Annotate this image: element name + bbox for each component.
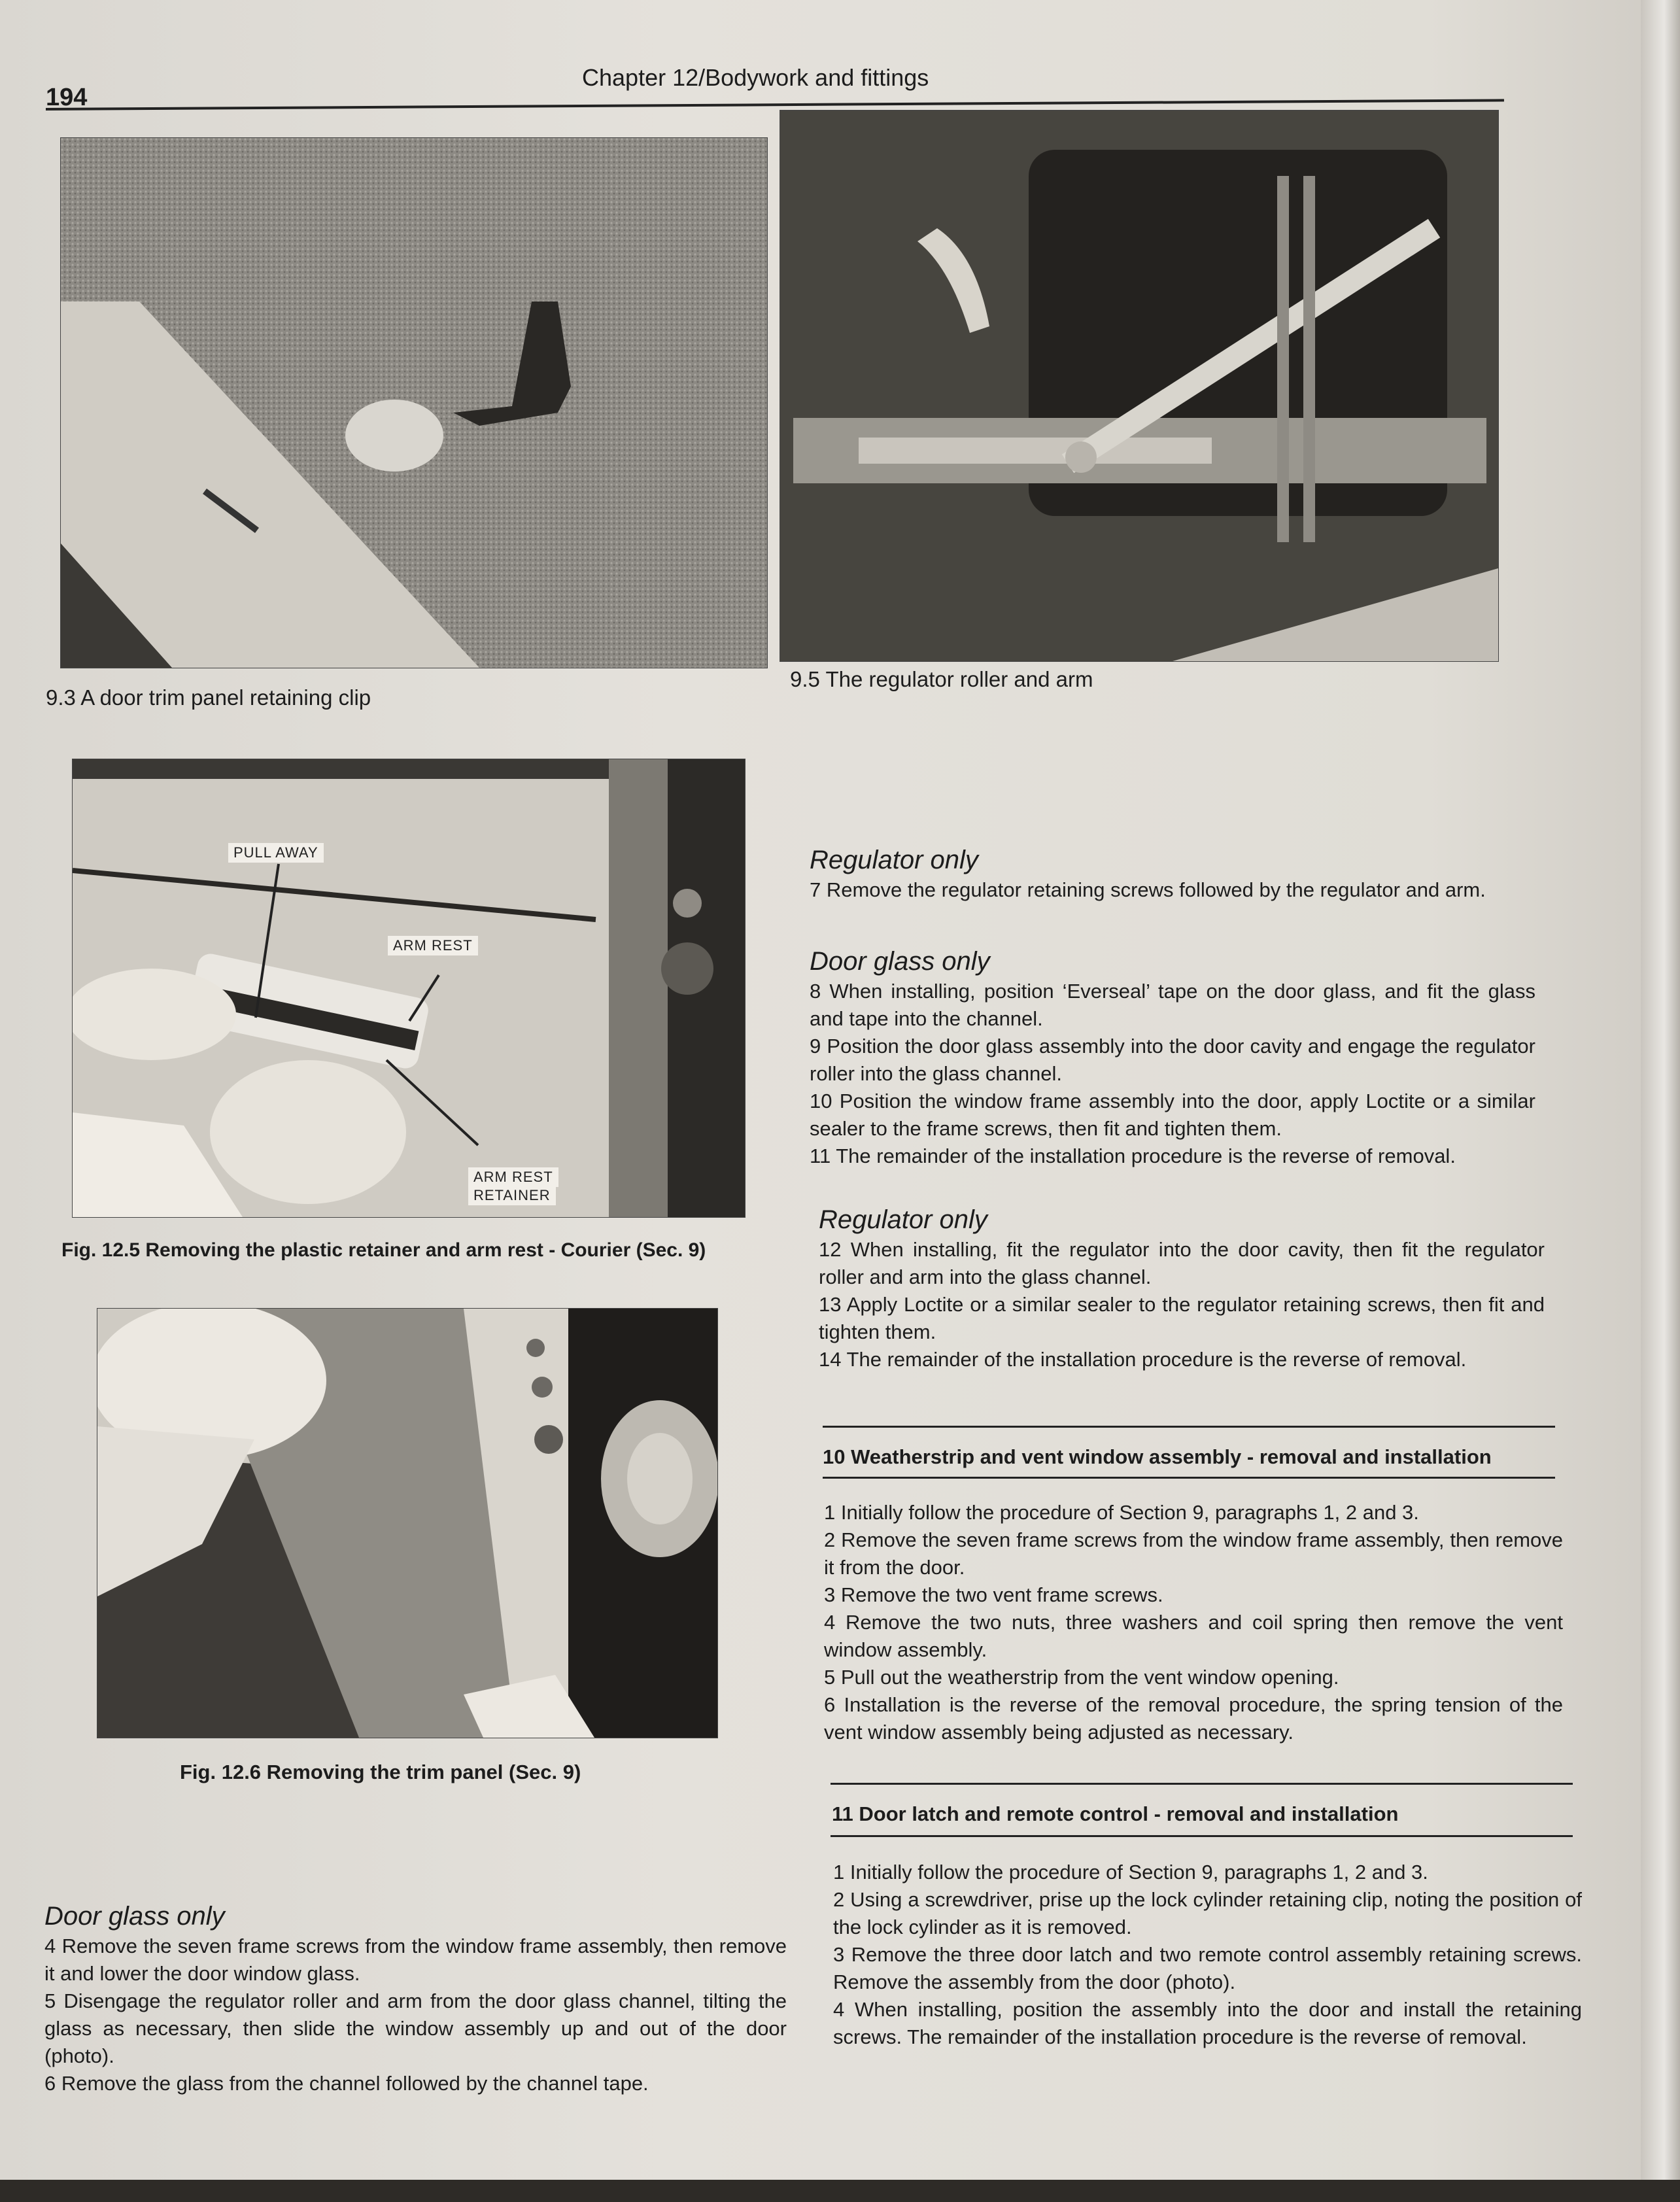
para-s10-1: 1 Initially follow the procedure of Section 9, paragraphs 1, 2 and 3.	[824, 1501, 1419, 1524]
arm-rest-removal-photo-icon	[73, 759, 745, 1217]
section-11-bottom-rule	[831, 1835, 1573, 1837]
section-10-title: 10 Weatherstrip and vent window assembly - removal and installation	[823, 1445, 1492, 1468]
right-column-block-1	[810, 844, 1529, 904]
section-10-top-rule	[823, 1426, 1555, 1428]
photo-9-5	[780, 110, 1499, 662]
heading-door-glass-only-left: Door glass only	[44, 1902, 225, 1931]
para-right-13: 13 Apply Loctite or a similar sealer to the regulator retaining screws, then fit and tighten them.	[819, 1293, 1545, 1343]
para-right-10: 10 Position the window frame assembly into the door, apply Loctite or a similar sealer to the frame screws, then fit and tighten them.	[810, 1090, 1535, 1140]
header-rule	[46, 99, 1504, 111]
para-left-6: 6 Remove the glass from the channel followed by the channel tape.	[44, 2072, 649, 2095]
para-s10-5: 5 Pull out the weatherstrip from the vent window opening.	[824, 1666, 1339, 1689]
heading-door-glass-only-right: Door glass only	[810, 947, 990, 976]
caption-9-3: 9.3 A door trim panel retaining clip	[46, 685, 371, 710]
running-head: Chapter 12/Bodywork and fittings	[582, 64, 929, 91]
caption-fig-12-6: Fig. 12.6 Removing the trim panel (Sec. 9)	[180, 1761, 581, 1783]
regulator-roller-photo-icon	[780, 111, 1498, 661]
para-right-7: 7 Remove the regulator retaining screws followed by the regulator and arm.	[810, 878, 1486, 901]
para-s10-2: 2 Remove the seven frame screws from the window frame assembly, then remove it from the door.	[824, 1528, 1563, 1579]
para-right-8: 8 When installing, position ‘Everseal’ tape on the door glass, and fit the glass and tape into the channel.	[810, 980, 1535, 1030]
para-right-9: 9 Position the door glass assembly into the door cavity and engage the regulator roller into the glass channel.	[810, 1035, 1535, 1085]
para-left-5: 5 Disengage the regulator roller and arm from the door glass channel, tilting the glass as necessary, then slide the window assembly up and out of the door (photo).	[44, 1989, 787, 2067]
callout-arm-rest-retainer-2: RETAINER	[468, 1186, 556, 1205]
section-10-text	[824, 1499, 1563, 1746]
callout-arm-rest-retainer-1: ARM REST	[468, 1167, 558, 1187]
photo-9-3	[60, 137, 768, 668]
para-s11-1: 1 Initially follow the procedure of Section 9, paragraphs 1, 2 and 3.	[833, 1861, 1428, 1884]
para-right-14: 14 The remainder of the installation procedure is the reverse of removal.	[819, 1348, 1467, 1371]
heading-regulator-only-1: Regulator only	[810, 846, 978, 874]
trim-panel-removal-photo-icon	[97, 1309, 717, 1738]
section-11-text	[833, 1859, 1582, 2051]
para-s10-6: 6 Installation is the reverse of the removal procedure, the spring tension of the vent window assembly being adjusted as necessary.	[824, 1693, 1563, 1744]
fig-12-5	[72, 759, 746, 1218]
para-s11-4: 4 When installing, position the assembly into the door and install the retaining screws. The remainder of the installation procedure is the reverse of removal.	[833, 1998, 1582, 2048]
door-trim-clip-photo-icon	[61, 138, 767, 668]
para-right-11: 11 The remainder of the installation procedure is the reverse of removal.	[810, 1144, 1456, 1167]
heading-regulator-only-2: Regulator only	[819, 1205, 987, 1234]
caption-9-5: 9.5 The regulator roller and arm	[790, 667, 1093, 691]
section-11-top-rule	[831, 1783, 1573, 1785]
right-column-block-3	[819, 1203, 1545, 1373]
left-column-text	[44, 1900, 787, 2097]
para-left-4: 4 Remove the seven frame screws from the window frame assembly, then remove it and lower the door window glass.	[44, 1935, 787, 1985]
para-right-12: 12 When installing, fit the regulator into the door cavity, then fit the regulator roller and arm into the glass channel.	[819, 1238, 1545, 1288]
right-column-block-2	[810, 945, 1535, 1170]
callout-pull-away: PULL AWAY	[228, 843, 324, 863]
page-number: 194	[46, 84, 88, 111]
para-s11-3: 3 Remove the three door latch and two remote control assembly retaining screws. Remove the assembly from the door (photo).	[833, 1943, 1582, 1993]
para-s10-4: 4 Remove the two nuts, three washers and coil spring then remove the vent window assembly.	[824, 1611, 1563, 1661]
bottom-shadow	[0, 2180, 1680, 2202]
caption-fig-12-5: Fig. 12.5 Removing the plastic retainer and arm rest - Courier (Sec. 9)	[61, 1239, 706, 1261]
section-11-title: 11 Door latch and remote control - removal and installation	[832, 1802, 1399, 1825]
binding-edge	[1641, 0, 1680, 2202]
fig-12-6	[97, 1308, 718, 1738]
para-s10-3: 3 Remove the two vent frame screws.	[824, 1583, 1163, 1606]
para-s11-2: 2 Using a screwdriver, prise up the lock cylinder retaining clip, noting the position of the lock cylinder as it is removed.	[833, 1888, 1582, 1938]
callout-arm-rest: ARM REST	[388, 936, 478, 955]
section-10-bottom-rule	[823, 1477, 1555, 1479]
